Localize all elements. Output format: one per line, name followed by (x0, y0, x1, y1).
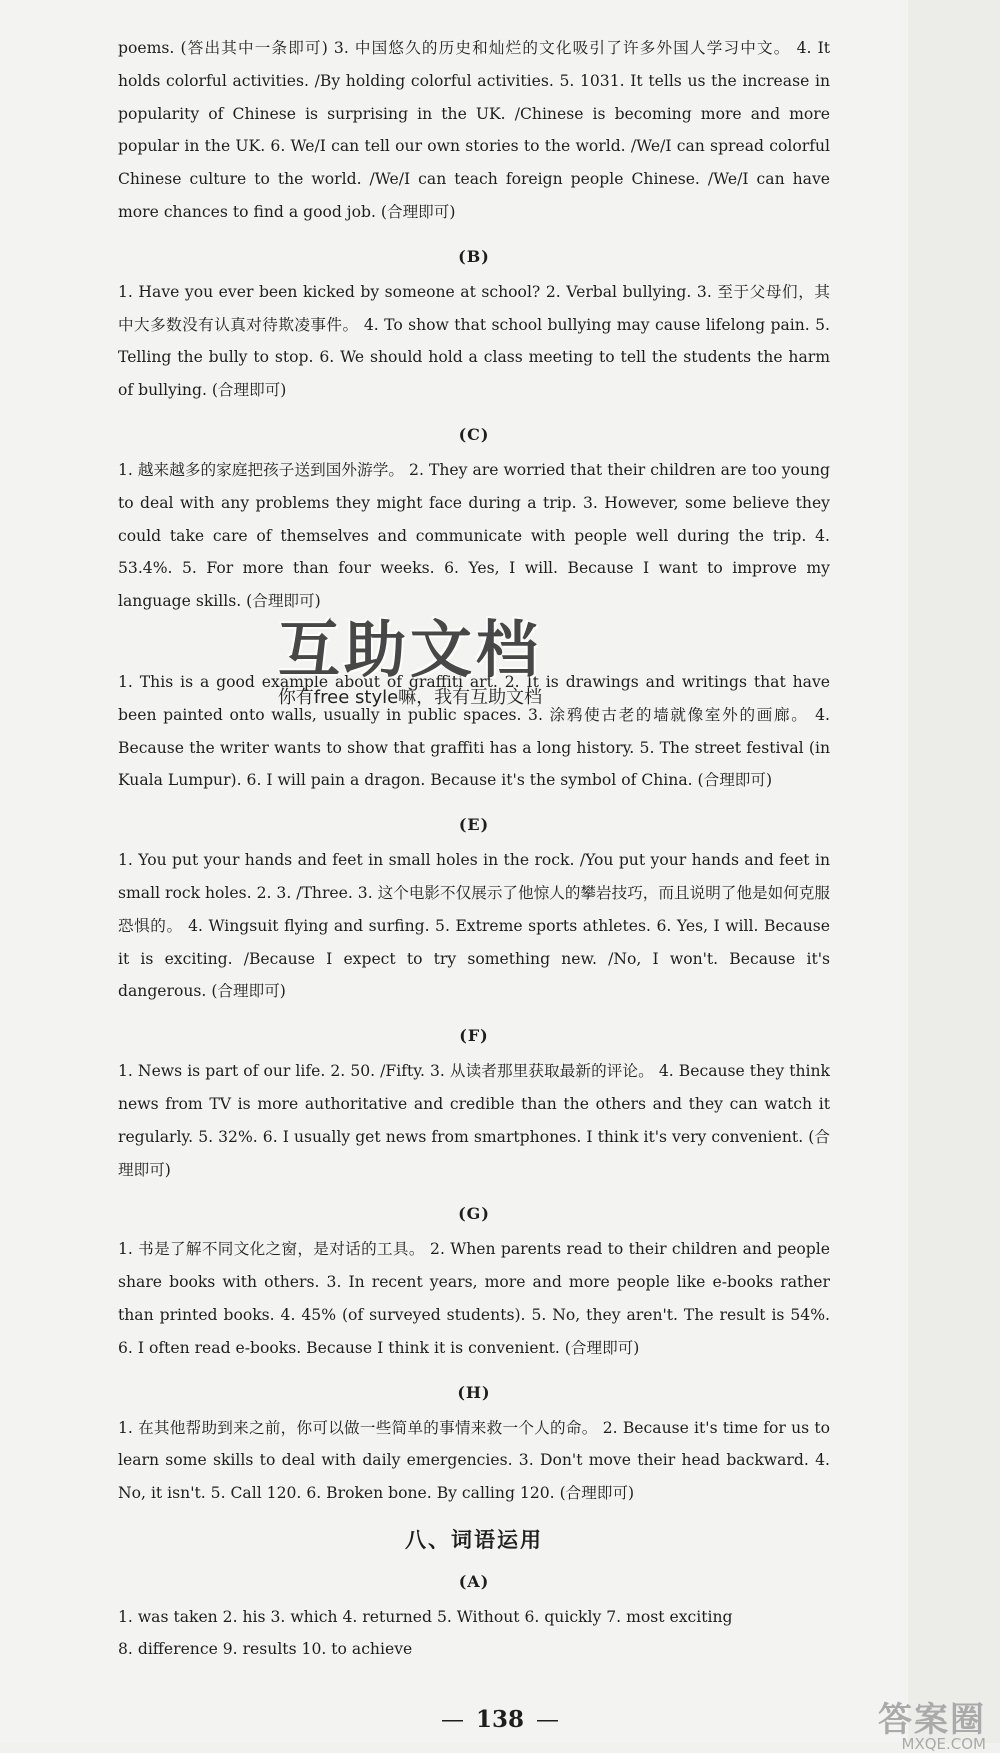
section-d (118, 636, 830, 797)
section-heading: (E) (458, 815, 490, 835)
watermark-title: 互助文档 (277, 613, 542, 686)
page-gutter (908, 0, 1000, 1743)
watermark-slogan: 你有free style嘛，我有互助文档 (277, 687, 543, 708)
part-subheading: (A) (458, 1571, 490, 1591)
intro-paragraph: poems. (答出其中一条即可) 3. 中国悠久的历史和灿烂的文化吸引了许多外国人学习中文。 4. It holds colorful activities. /By holding colorful activities. 5. 1031. It tells us the increase in popularity of Chinese is surprising in the UK. /Chinese is becoming more and more popular in the UK. 6. We/I can tell our own stories to the world. /We/I can spread colorful Chinese culture to the world. /We/I can teach foreign people Chinese. /We/I can have more chances to find a good job. (合理即可) (118, 39, 830, 221)
page-number-value: 138 (475, 1706, 524, 1733)
section-text: 1. This is a good example about of graffiti art. 2. It is drawings and writings that have been painted onto walls, usually in public spaces. 3. 涂鸦使古老的墙就像室外的画廊。 4. Because the writer wants to show that graffiti has a long history. 5. The street festival (in Kuala Lumpur). 6. I will pain a dragon. Because it's the symbol of China. (合理即可) (118, 672, 830, 790)
logo-mark: 答案圈 (878, 1700, 986, 1740)
logo-url: MXQE.COM (901, 1735, 986, 1753)
section-heading (118, 636, 830, 656)
part-title: 八、词语运用 (405, 1526, 543, 1552)
dash-left: — (440, 1707, 464, 1733)
section-heading: (B) (458, 246, 490, 266)
page-number (0, 1706, 1000, 1733)
section-g (118, 1204, 830, 1364)
vocab-line: 1. was taken 2. his 3. which 4. returned 5. Without 6. quickly 7. most exciting (118, 1607, 733, 1626)
section-text: 1. 在其他帮助到来之前，你可以做一些简单的事情来救一个人的命。 2. Because it's time for us to learn some skills to deal with daily emergencies. 3. Don't move their head backward. 4. No, it isn't. 5. Call 120. 6. Broken bone. By calling 120. (合理即可) (118, 1418, 830, 1503)
section-h (118, 1383, 830, 1510)
section-text: 1. News is part of our life. 2. 50. /Fifty. 3. 从读者那里获取最新的评论。 4. Because they think news from TV is more authoritative and credible than the others and they can watch it regularly. 5. 32%. 6. I usually get news from smartphones. I think it's very convenient. (合理即可) (118, 1062, 830, 1179)
section-text: 1. Have you ever been kicked by someone at school? 2. Verbal bullying. 3. 至于父母们，其中大多数没有认真对待欺凌事件。 4. To show that school bullying may cause lifelong pain. 5. Telling the bully to stop. 6. We should hold a class meeting to tell the students the harm of bullying. (合理即可) (118, 282, 830, 400)
site-logo (878, 1692, 986, 1753)
section-text: 1. 书是了解不同文化之窗，是对话的工具。 2. When parents read to their children and people share books with others. 3. In recent years, more and more people like e-books rather than printed books. 4. 45% (of surveyed students). 5. No, they aren't. The result is 54%. 6. I often read e-books. Because I think it is convenient. (合理即可) (118, 1240, 830, 1357)
section-text: 1. 越来越多的家庭把孩子送到国外游学。 2. They are worried that their children are too young to deal with any problems they might face during a trip. 3. However, some believe they could take care of themselves and communicate with people well during the trip. 4. 53.4%. 5. For more than four weeks. 6. Yes, I will. Because I want to improve my language skills. (合理即可) (118, 460, 830, 611)
section-heading: (F) (459, 1026, 489, 1046)
section-heading: (H) (457, 1382, 491, 1402)
dash-right: — (536, 1707, 559, 1733)
section-heading: (G) (458, 1204, 490, 1224)
section-text: 1. You put your hands and feet in small holes in the rock. /You put your hands and feet in small rock holes. 2. 3. /Three. 3. 这个电影不仅展示了他惊人的攀岩技巧，而且说明了他是如何克服恐惧的。 4. Wingsuit flying and surfing. 5. Extreme sports athletes. 6. Yes, I will. Because it is exciting. /Because I expect to try something new. /No, I won't. Because it's dangerous. (合理即可) (118, 851, 830, 1001)
section-f (118, 1026, 830, 1186)
answer-content (118, 32, 830, 1665)
section-heading: (C) (458, 424, 490, 444)
section-b (118, 247, 830, 407)
section-c (118, 425, 830, 618)
vocab-line: 8. difference 9. results 10. to achieve (118, 1639, 413, 1658)
section-e (118, 815, 830, 1008)
